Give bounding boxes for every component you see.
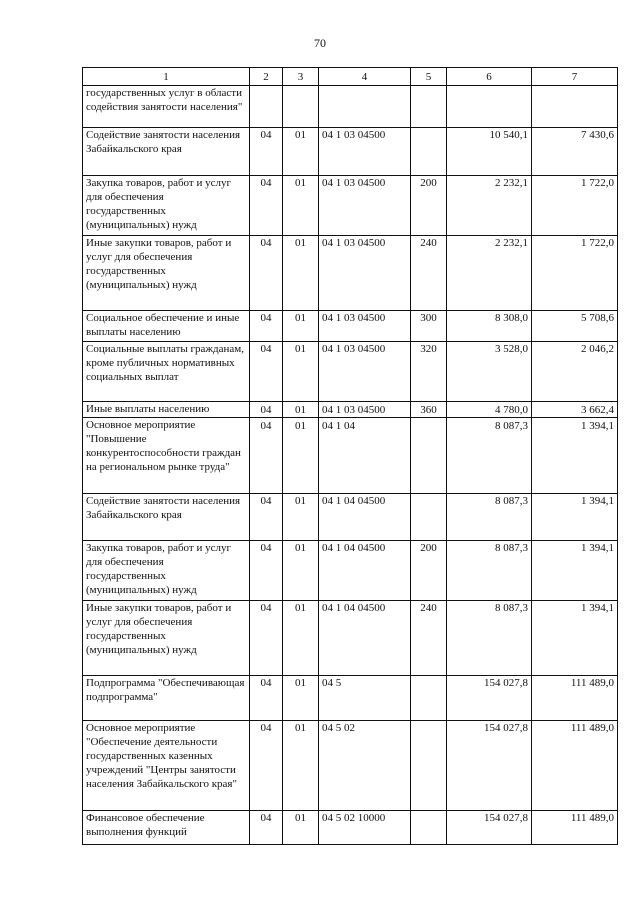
row-expense-type [411,494,447,541]
row-name: Содействие занятости населения Забайкальского края [83,494,250,541]
table-row [83,402,618,418]
row-razdel: 04 [250,721,283,811]
column-header: 6 [447,68,532,86]
row-podrazdel: 01 [283,676,319,721]
row-expense-type: 300 [411,311,447,342]
table-row [83,176,618,236]
row-name: Социальные выплаты гражданам, кроме публичных нормативных социальных выплат [83,342,250,402]
row-podrazdel: 01 [283,128,319,176]
row-amount-1: 8 087,3 [447,541,532,601]
row-amount-2: 111 489,0 [532,811,618,845]
row-amount-1: 2 232,1 [447,176,532,236]
row-amount-1: 8 308,0 [447,311,532,342]
row-amount-1: 154 027,8 [447,676,532,721]
row-target-article: 04 1 03 04500 [319,311,411,342]
row-razdel: 04 [250,342,283,402]
row-name: Закупка товаров, работ и услуг для обеспечения государственных (муниципальных) нужд [83,541,250,601]
table-row [83,86,618,128]
row-amount-1: 4 780,0 [447,402,532,418]
row-podrazdel: 01 [283,418,319,494]
row-amount-1: 8 087,3 [447,494,532,541]
column-header: 5 [411,68,447,86]
row-target-article: 04 1 04 04500 [319,541,411,601]
row-podrazdel: 01 [283,601,319,676]
row-target-article: 04 5 02 10000 [319,811,411,845]
row-amount-2: 1 394,1 [532,601,618,676]
column-header: 7 [532,68,618,86]
table-row [83,128,618,176]
row-target-article [319,86,411,128]
row-razdel: 04 [250,811,283,845]
column-header: 3 [283,68,319,86]
row-podrazdel [283,86,319,128]
row-amount-1: 10 540,1 [447,128,532,176]
table-row [83,311,618,342]
table-row [83,601,618,676]
table-row [83,342,618,402]
row-amount-2: 1 722,0 [532,176,618,236]
row-target-article: 04 1 04 [319,418,411,494]
row-amount-2: 1 394,1 [532,494,618,541]
row-expense-type: 200 [411,176,447,236]
row-name: Социальное обеспечение и иные выплаты населению [83,311,250,342]
row-name: Закупка товаров, работ и услуг для обеспечения государственных (муниципальных) нужд [83,176,250,236]
row-razdel: 04 [250,311,283,342]
row-razdel: 04 [250,676,283,721]
budget-table [82,67,618,845]
row-target-article: 04 5 [319,676,411,721]
row-target-article: 04 1 03 04500 [319,402,411,418]
row-amount-1: 3 528,0 [447,342,532,402]
row-name: Иные выплаты населению [83,402,250,418]
row-target-article: 04 5 02 [319,721,411,811]
row-podrazdel: 01 [283,402,319,418]
row-razdel: 04 [250,236,283,311]
row-expense-type: 360 [411,402,447,418]
row-name: государственных услуг в области содействия занятости населения" [83,86,250,128]
row-amount-2 [532,86,618,128]
table-row [83,418,618,494]
table-row [83,676,618,721]
page-number: 70 [314,36,326,50]
row-name: Основное мероприятие "Повышение конкурентоспособности граждан на региональном рынке труда" [83,418,250,494]
row-amount-2: 111 489,0 [532,676,618,721]
row-razdel: 04 [250,402,283,418]
table-row [83,236,618,311]
row-razdel: 04 [250,176,283,236]
row-amount-1: 8 087,3 [447,418,532,494]
row-expense-type [411,418,447,494]
row-name: Подпрограмма "Обеспечивающая подпрограмма" [83,676,250,721]
header-row [83,68,618,86]
row-razdel: 04 [250,128,283,176]
row-amount-1: 154 027,8 [447,811,532,845]
row-podrazdel: 01 [283,236,319,311]
row-expense-type [411,811,447,845]
row-target-article: 04 1 03 04500 [319,342,411,402]
row-name: Содействие занятости населения Забайкальского края [83,128,250,176]
row-amount-2: 1 394,1 [532,541,618,601]
row-expense-type: 200 [411,541,447,601]
row-razdel: 04 [250,541,283,601]
row-expense-type [411,676,447,721]
row-name: Финансовое обеспечение выполнения функций [83,811,250,845]
row-amount-2: 3 662,4 [532,402,618,418]
row-podrazdel: 01 [283,541,319,601]
row-amount-1: 2 232,1 [447,236,532,311]
table-row [83,811,618,845]
column-header: 4 [319,68,411,86]
row-expense-type [411,721,447,811]
row-target-article: 04 1 03 04500 [319,236,411,311]
row-razdel [250,86,283,128]
row-expense-type: 320 [411,342,447,402]
row-razdel: 04 [250,418,283,494]
row-amount-2: 111 489,0 [532,721,618,811]
row-amount-1 [447,86,532,128]
row-target-article: 04 1 03 04500 [319,176,411,236]
row-target-article: 04 1 03 04500 [319,128,411,176]
row-expense-type [411,86,447,128]
column-header: 2 [250,68,283,86]
row-amount-2: 7 430,6 [532,128,618,176]
row-podrazdel: 01 [283,342,319,402]
row-amount-2: 2 046,2 [532,342,618,402]
row-target-article: 04 1 04 04500 [319,494,411,541]
row-podrazdel: 01 [283,811,319,845]
table-row [83,541,618,601]
row-razdel: 04 [250,601,283,676]
table-row [83,494,618,541]
row-amount-1: 8 087,3 [447,601,532,676]
row-podrazdel: 01 [283,494,319,541]
row-podrazdel: 01 [283,311,319,342]
row-name: Основное мероприятие "Обеспечение деятельности государственных казенных учреждений "Центры занятости населения Забайкальского края" [83,721,250,811]
row-name: Иные закупки товаров, работ и услуг для обеспечения государственных (муниципальных) нужд [83,601,250,676]
row-target-article: 04 1 04 04500 [319,601,411,676]
table-row [83,721,618,811]
row-podrazdel: 01 [283,176,319,236]
row-expense-type: 240 [411,236,447,311]
row-name: Иные закупки товаров, работ и услуг для обеспечения государственных (муниципальных) нужд [83,236,250,311]
row-amount-2: 1 394,1 [532,418,618,494]
row-amount-2: 5 708,6 [532,311,618,342]
column-header: 1 [83,68,250,86]
row-podrazdel: 01 [283,721,319,811]
row-expense-type: 240 [411,601,447,676]
row-amount-1: 154 027,8 [447,721,532,811]
row-amount-2: 1 722,0 [532,236,618,311]
row-expense-type [411,128,447,176]
row-razdel: 04 [250,494,283,541]
